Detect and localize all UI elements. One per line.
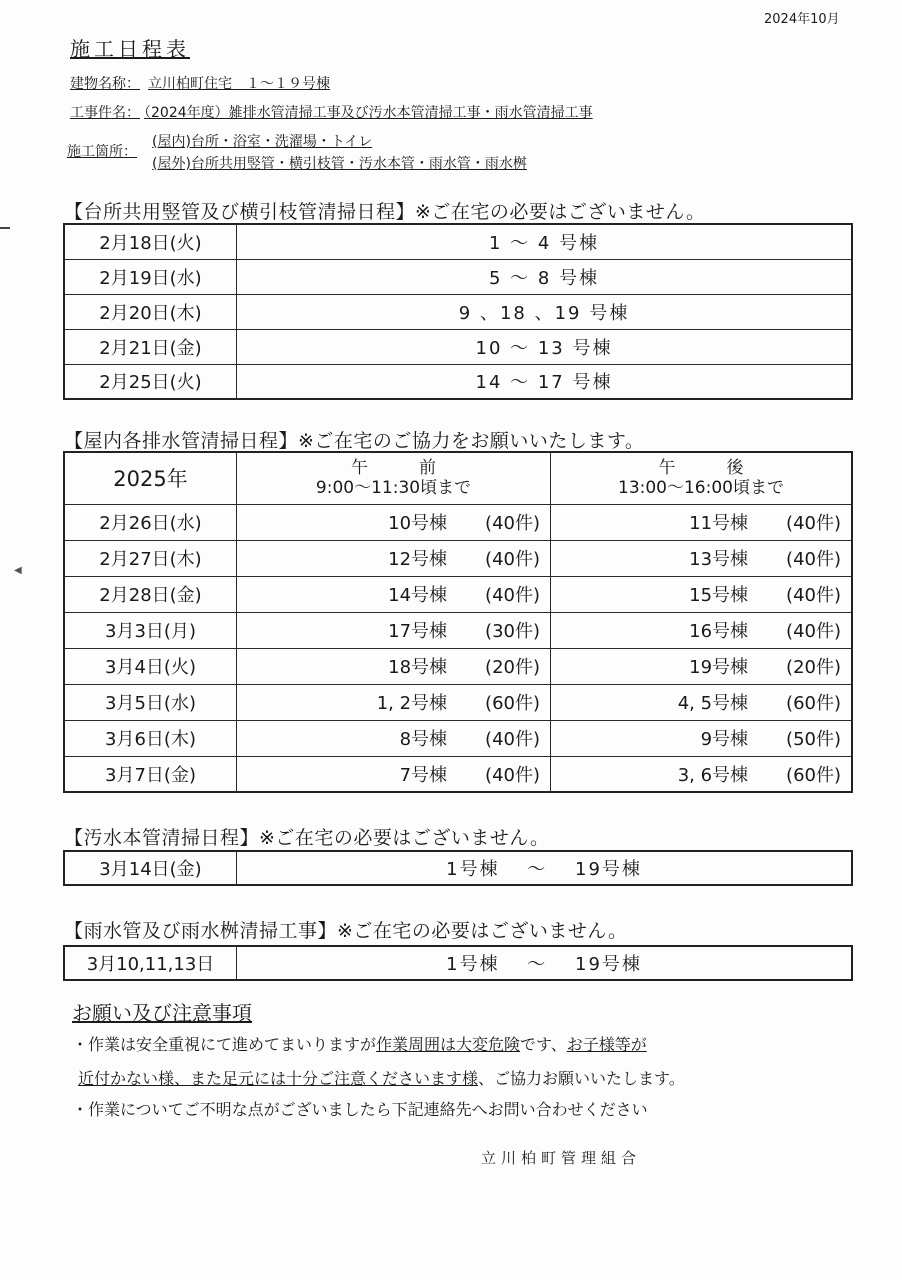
pm-count: (60件) (786, 693, 841, 714)
schedule-date: 2月21日(金) (64, 329, 237, 364)
am-cell (237, 504, 551, 540)
project-value: （2024年度）雑排水管清掃工事及び汚水本管清掃工事・雨水管清掃工事 (144, 105, 593, 121)
am-cell (237, 756, 551, 792)
schedule-date: 2月28日(金) (64, 576, 237, 612)
table-row (64, 946, 852, 980)
table-row (64, 329, 852, 364)
table-row (64, 684, 852, 720)
am-header (237, 452, 551, 504)
year-header: 2025年 (64, 452, 237, 504)
am-count: (40件) (485, 513, 540, 534)
pm-cell (551, 756, 853, 792)
pm-buildings: 15号棟 (689, 585, 749, 606)
pm-count: (40件) (786, 621, 841, 642)
organization-name: 立川柏町管理組合 (481, 1149, 642, 1167)
section2-heading: 【屋内各排水管清掃日程】※ご在宅のご協力をお願いいたします。 (64, 430, 645, 452)
pm-buildings: 16号棟 (689, 621, 749, 642)
section1-heading: 【台所共用竪管及び横引枝管清掃日程】※ご在宅の必要はございません。 (64, 201, 706, 223)
section4-heading: 【雨水管及び雨水桝清掃工事】※ご在宅の必要はございません。 (64, 920, 628, 942)
pm-buildings: 3, 6号棟 (677, 764, 749, 786)
table-row (64, 851, 852, 885)
pm-cell (551, 612, 853, 648)
note-line2-b: 、ご協力お願いいたします。 (478, 1069, 685, 1088)
scan-mark: ◀ (14, 565, 22, 576)
pm-count: (60件) (786, 764, 841, 786)
pm-label: 午 後 (658, 458, 744, 479)
pm-cell (551, 504, 853, 540)
am-count: (30件) (485, 621, 540, 642)
table-row (64, 756, 852, 792)
schedule-date: 2月20日(木) (64, 294, 237, 329)
pm-count: (40件) (786, 549, 841, 570)
am-label: 午 前 (351, 458, 436, 479)
section3-table (63, 850, 853, 886)
section4-buildings: 1号棟 ～ 19号棟 (237, 946, 853, 980)
pm-buildings: 4, 5号棟 (677, 693, 749, 714)
am-buildings: 8号棟 (399, 729, 448, 750)
am-buildings: 7号棟 (399, 764, 448, 786)
am-buildings: 12号棟 (388, 549, 448, 570)
note-line1-c: です、 (520, 1035, 567, 1054)
pm-count: (40件) (786, 513, 841, 534)
am-buildings: 18号棟 (388, 657, 448, 678)
location-label: 施工箇所： (67, 144, 137, 160)
schedule-date: 3月5日(水) (64, 684, 237, 720)
am-cell (237, 684, 551, 720)
am-buildings: 10号棟 (388, 513, 448, 534)
pm-cell (551, 684, 853, 720)
document-date: 2024年10月 (764, 12, 840, 27)
pm-buildings: 9号棟 (700, 729, 749, 750)
page-title: 施工日程表 (70, 37, 190, 61)
note-line-2 (78, 1066, 685, 1089)
location-indoor: (屋内)台所・浴室・洗濯場・トイレ (152, 134, 373, 150)
pm-header (551, 452, 853, 504)
schedule-buildings: 5 ～ 8 号棟 (237, 259, 853, 294)
table-row (64, 720, 852, 756)
table-row (64, 540, 852, 576)
pm-cell (551, 540, 853, 576)
scan-mark (0, 227, 10, 229)
pm-buildings: 19号棟 (689, 657, 749, 678)
schedule-date: 2月26日(水) (64, 504, 237, 540)
schedule-date: 3月3日(月) (64, 612, 237, 648)
building-label: 建物名称： (70, 76, 140, 92)
notes-title: お願い及び注意事項 (72, 1001, 252, 1025)
project-name (70, 102, 593, 122)
section4-date: 3月10,11,13日 (64, 946, 237, 980)
table-row (64, 224, 852, 259)
building-name (70, 73, 330, 93)
pm-count: (20件) (786, 657, 841, 678)
am-count: (40件) (485, 585, 540, 606)
schedule-buildings: 10 ～ 13 号棟 (237, 329, 853, 364)
section3-buildings: 1号棟 ～ 19号棟 (237, 851, 853, 885)
table-row (64, 504, 852, 540)
am-count: (60件) (485, 693, 540, 714)
am-time: 9:00～11:30頃まで (315, 478, 472, 499)
schedule-date: 3月7日(金) (64, 756, 237, 792)
table-row (64, 612, 852, 648)
table-row (64, 364, 852, 399)
pm-buildings: 11号棟 (689, 513, 749, 534)
table-row (64, 576, 852, 612)
note-line2-a: 近付かない様、また足元には十分ご注意くださいます様 (78, 1069, 479, 1088)
pm-cell (551, 576, 853, 612)
note-line-3: ・作業についてご不明な点がございましたら下記連絡先へお問い合わせください (72, 1100, 648, 1119)
project-label: 工事件名： (70, 105, 140, 121)
pm-cell (551, 648, 853, 684)
pm-buildings: 13号棟 (689, 549, 749, 570)
am-buildings: 17号棟 (388, 621, 448, 642)
note-line1-b: 作業周囲は大変危険 (376, 1035, 521, 1054)
section2-header-row (64, 452, 852, 504)
table-row (64, 294, 852, 329)
am-cell (237, 612, 551, 648)
am-count: (20件) (485, 657, 540, 678)
section2-table (63, 451, 853, 793)
table-row (64, 648, 852, 684)
schedule-date: 3月6日(木) (64, 720, 237, 756)
pm-cell (551, 720, 853, 756)
note-line1-d: お子様等が (566, 1035, 647, 1054)
pm-count: (50件) (786, 729, 841, 750)
section4-table (63, 945, 853, 981)
schedule-date: 2月25日(火) (64, 364, 237, 399)
note-line-1 (72, 1032, 647, 1055)
pm-count: (40件) (786, 585, 841, 606)
schedule-date: 3月4日(火) (64, 648, 237, 684)
section3-heading: 【汚水本管清掃日程】※ご在宅の必要はございません。 (64, 827, 550, 849)
schedule-date: 2月18日(火) (64, 224, 237, 259)
schedule-buildings: 9 、18 、19 号棟 (237, 294, 853, 329)
table-row (64, 259, 852, 294)
am-count: (40件) (485, 549, 540, 570)
am-cell (237, 648, 551, 684)
note-line1-a: ・作業は安全重視にて進めてまいりますが (72, 1035, 377, 1054)
schedule-date: 2月27日(木) (64, 540, 237, 576)
section1-table (63, 223, 853, 400)
location-outdoor: (屋外)台所共用竪管・横引枝管・汚水本管・雨水管・雨水桝 (152, 156, 527, 172)
pm-time: 13:00～16:00頃まで (618, 478, 784, 499)
am-cell (237, 540, 551, 576)
am-cell (237, 720, 551, 756)
schedule-buildings: 1 ～ 4 号棟 (237, 224, 853, 259)
am-cell (237, 576, 551, 612)
building-value: 立川柏町住宅 １～１９号棟 (148, 76, 330, 92)
schedule-date: 2月19日(水) (64, 259, 237, 294)
section3-date: 3月14日(金) (64, 851, 237, 885)
am-count: (40件) (485, 764, 540, 786)
schedule-buildings: 14 ～ 17 号棟 (237, 364, 853, 399)
am-count: (40件) (485, 729, 540, 750)
am-buildings: 14号棟 (388, 585, 448, 606)
am-buildings: 1, 2号棟 (376, 693, 448, 714)
